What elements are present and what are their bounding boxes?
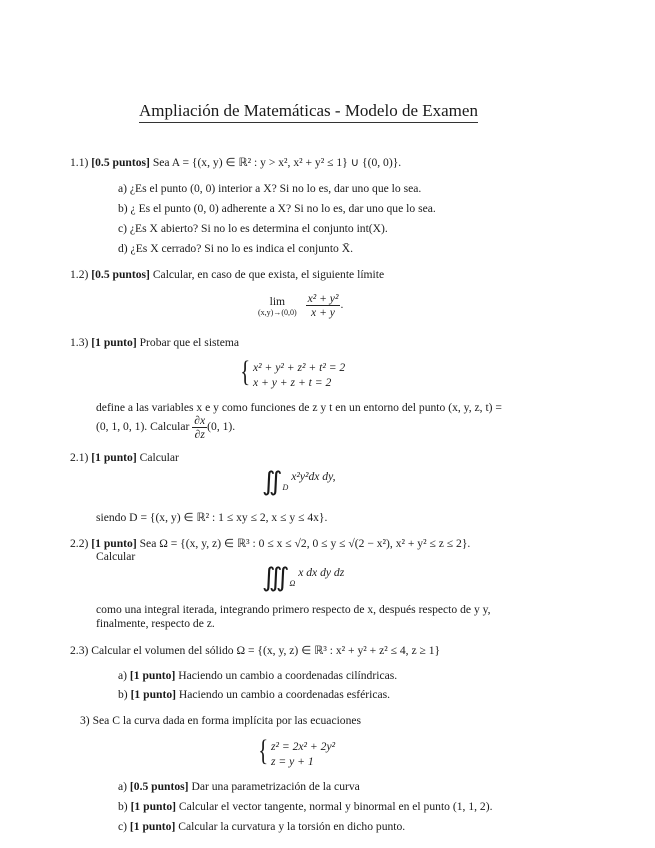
triple-integral (262, 563, 344, 593)
subquestion-text: Haciendo un cambio a coordenadas cilíndricas. (178, 669, 398, 682)
subquestion-text: Calcular la curvatura y la torsión en dicho punto. (178, 820, 406, 833)
text-part: (0, 1). (207, 420, 236, 434)
question-statement: Probar que el sistema (139, 336, 240, 349)
question-number: 1.2) (70, 268, 89, 281)
subquestion-a: a) [1 punto] Haciendo un cambio a coordenadas cilíndricas. (118, 669, 398, 682)
question-number: 2.1) (70, 451, 89, 464)
integrand: x²y²dx dy, (291, 470, 336, 483)
question-statement: Calcular el volumen del sólido Ω = {(x, y, z) ∈ ℝ³ : x² + y² + z² ≤ 4, z ≥ 1} (91, 644, 441, 657)
integral-symbol: ∬ (262, 467, 283, 496)
points-label: [0.5 puntos] (91, 268, 150, 281)
subquestion-a: a) [0.5 puntos] Dar una parametrización de la curva (118, 780, 360, 793)
paragraph-line: Calcular (96, 550, 136, 563)
left-brace: { (258, 734, 269, 767)
points-label: [1 punto] (91, 537, 137, 550)
question-statement: Sea A = {(x, y) ∈ ℝ² : y > x², x² + y² ≤ 1} ∪ {(0, 0)}. (152, 156, 402, 169)
question-number: 3) (80, 714, 90, 727)
question-2-2 (70, 536, 470, 550)
period: . (340, 298, 344, 312)
system-equation-2: x + y + z + t = 2 (253, 376, 332, 389)
limit-subscript: (x,y)→(0,0) (258, 307, 297, 317)
points-label: [1 punto] (130, 688, 176, 701)
integral-domain: Ω (289, 579, 296, 588)
derivative-denominator: ∂z (194, 428, 205, 441)
question-statement: Calcular (139, 451, 179, 464)
question-2-1 (70, 451, 179, 464)
integrand: x dx dy dz (298, 566, 345, 579)
fraction-numerator: x² + y² (307, 292, 339, 305)
paragraph-line: define a las variables x e y como funciones de z y t en un entorno del punto (x, y, z, t) = (96, 401, 502, 414)
subquestion-text: Dar una parametrización de la curva (191, 780, 360, 793)
question-3 (80, 714, 361, 727)
question-statement: Sea Ω = {(x, y, z) ∈ ℝ³ : 0 ≤ x ≤ √2, 0 ≤ y ≤ √(2 − x²), x² + y² ≤ z ≤ 2}. (139, 537, 471, 550)
integral-domain: D (282, 483, 289, 492)
paragraph-line (96, 414, 235, 441)
subquestion-d: d) ¿Es X cerrado? Si no lo es indica el conjunto X̄. (118, 242, 354, 255)
system-equation-1: z² = 2x² + 2y² (271, 740, 336, 753)
question-number: 1.1) (70, 156, 89, 169)
system-equation-2: z = y + 1 (271, 755, 314, 768)
domain-definition: siendo D = {(x, y) ∈ ℝ² : 1 ≤ xy ≤ 2, x ≤ y ≤ 4x}. (96, 511, 328, 524)
double-integral (262, 467, 336, 497)
points-label: [1 punto] (91, 336, 137, 349)
subquestion-text: Haciendo un cambio a coordenadas esféricas. (178, 688, 391, 701)
subquestion-text: Calcular el vector tangente, normal y binormal en el punto (1, 1, 2). (178, 800, 493, 813)
question-2-3 (70, 643, 440, 657)
integral-symbol: ∭ (262, 563, 290, 592)
points-label: [1 punto] (129, 820, 176, 833)
limit-operator: lim (269, 294, 286, 308)
question-number: 2.3) (70, 644, 89, 657)
points-label: [0.5 puntos] (129, 780, 189, 793)
question-statement: Calcular, en caso de que exista, el siguiente límite (152, 268, 385, 281)
subquestion-b: b) ¿ Es el punto (0, 0) adherente a X? Si no lo es, dar uno que lo sea. (118, 202, 436, 215)
points-label: [0.5 puntos] (91, 156, 150, 169)
question-number: 2.2) (70, 537, 89, 550)
subquestion-a: a) ¿Es el punto (0, 0) interior a X? Si no lo es, dar uno que lo sea. (118, 182, 422, 195)
text-part: (0, 1, 0, 1). Calcular (96, 420, 190, 434)
fraction-denominator: x + y (311, 306, 335, 319)
paragraph-line: finalmente, respecto de z. (96, 617, 215, 630)
derivative-numerator: ∂x (194, 414, 206, 427)
points-label: [1 punto] (129, 669, 176, 682)
question-1-2 (70, 268, 384, 281)
system-equation-1: x² + y² + z² + t² = 2 (253, 361, 346, 374)
subquestion-c: c) [1 punto] Calcular la curvatura y la torsión en dicho punto. (118, 820, 406, 833)
question-1-3 (70, 336, 239, 349)
subquestion-c: c) ¿Es X abierto? Si no lo es determina el conjunto int(X). (118, 222, 388, 235)
question-number: 1.3) (70, 336, 89, 349)
points-label: [1 punto] (130, 800, 176, 813)
page-title: Ampliación de Matemáticas - Modelo de Examen (139, 101, 478, 123)
paragraph-line: como una integral iterada, integrando primero respecto de x, después respecto de y y, (96, 603, 491, 616)
limit-formula (258, 292, 343, 319)
subquestion-b: b) [1 punto] Calcular el vector tangente, normal y binormal en el punto (1, 1, 2). (118, 800, 493, 813)
subquestion-b: b) [1 punto] Haciendo un cambio a coordenadas esféricas. (118, 688, 391, 701)
question-1-1 (70, 155, 401, 169)
left-brace: { (240, 355, 251, 388)
question-statement: Sea C la curva dada en forma implícita por las ecuaciones (92, 714, 362, 727)
points-label: [1 punto] (91, 451, 137, 464)
